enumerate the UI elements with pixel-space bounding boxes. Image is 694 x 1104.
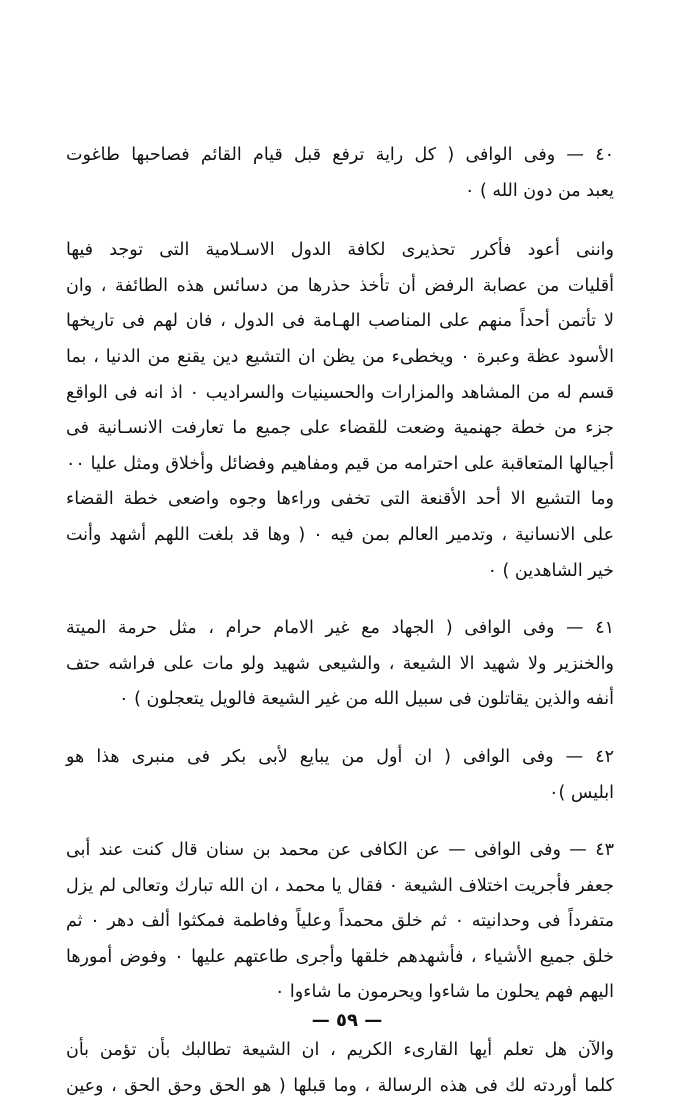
text-line: قسم له من المشاهد والمزارات والحسينيات والسراديب ٠ اذ انه فى الواقع <box>66 382 614 403</box>
text-line: على الانسانية ، وتدمير العالم بمن فيه ٠ ( وها قد بلغت اللهم أشهد وأنت <box>66 524 615 545</box>
text-line: خلق جميع الأشياء ، فأشهدهم خلقها وأجرى طاعتهم عليها ٠ وفوض أمورها <box>66 946 614 967</box>
text-line: أجيالها المتعاقبة على احترامه من قيم ومفاهيم وفضائل وأخلاق ومثل عليا ٠٠ <box>66 453 614 474</box>
paragraph-item-40 <box>66 138 614 209</box>
page-number: — ٥٩ — <box>311 1010 383 1031</box>
paragraph-item-43 <box>66 833 614 1011</box>
text-line: ٤٣ — وفى الوافى — عن الكافى عن محمد بن سنان قال كنت عند أبى <box>66 840 614 861</box>
text-line: والآن هل تعلم أيها القارىء الكريم ، ان الشيعة تطالبك بأن تؤمن بأن <box>66 1040 614 1061</box>
paragraph-warning <box>66 233 614 589</box>
text-line: والخنزير ولا شهيد الا الشيعة ، والشيعى شهيد ولو مات على فراشه حتف <box>66 653 614 674</box>
text-line: متفرداً فى وحدانيته ٠ ثم خلق محمداً وعلياً وفاطمة فمكثوا ألف دهر ٠ ثم <box>66 911 614 932</box>
text-line: اليهم فهم يحلون ما شاءوا ويحرمون ما شاءوا ٠ <box>274 982 614 1003</box>
text-line: يعبد من دون الله ) ٠ <box>465 180 614 201</box>
text-line: أنفه والذين يقاتلون فى سبيل الله من غير الشيعة فالويل يتعجلون ) ٠ <box>119 689 614 710</box>
paragraph-item-41 <box>66 611 614 718</box>
text-line: وما التشيع الا أحد الأقنعة التى تخفى وراءها وجوه واضعى خطة القضاء <box>66 489 614 510</box>
text-line: جزء من خطة جهنمية وضعت للقضاء على جميع ما تعارفت الانسـانية فى <box>66 418 614 439</box>
paragraph-reader <box>66 1033 614 1104</box>
text-line: الأسود عظة وعبرة ٠ ويخطىء من يظن ان التشيع دين يقنع من الدنيا ، بما <box>66 346 614 367</box>
text-line: ٤١ — وفى الوافى ( الجهاد مع غير الامام حرام ، مثل حرمة الميتة <box>66 618 614 639</box>
text-line: كلما أوردته لك فى هذه الرسالة ، وما قبلها ( هو الحق وحق الحق ، وعين <box>66 1075 614 1096</box>
text-line: خير الشاهدين ) ٠ <box>487 560 614 581</box>
text-line: ٤٠ — وفى الوافى ( كل راية ترفع قبل قيام القائم فصاحبها طاغوت <box>66 145 614 165</box>
paragraph-item-42 <box>66 740 614 811</box>
text-line: ٤٢ — وفى الوافى ( ان أول من يبايع لأبى بكر فى منبرى هذا هو <box>66 746 614 767</box>
text-line: جعفر فأجريت اختلاف الشيعة ٠ فقال يا محمد ، ان الله تبارك وتعالى لم يزل <box>66 875 614 896</box>
text-line: لا تأتمن أحداً منهم على المناصب الهـامة فى الدول ، فان لهم فى تاريخها <box>66 311 614 332</box>
text-line: ابليس )٠ <box>549 782 614 803</box>
text-line: واننى أعود فأكرر تحذيرى لكافة الدول الاسـلامية التى توجد فيها <box>66 240 614 261</box>
text-line: أقليات من عصابة الرفض أن تأخذ حذرها من دسائس هذه الطائفة ، وان <box>66 275 614 296</box>
